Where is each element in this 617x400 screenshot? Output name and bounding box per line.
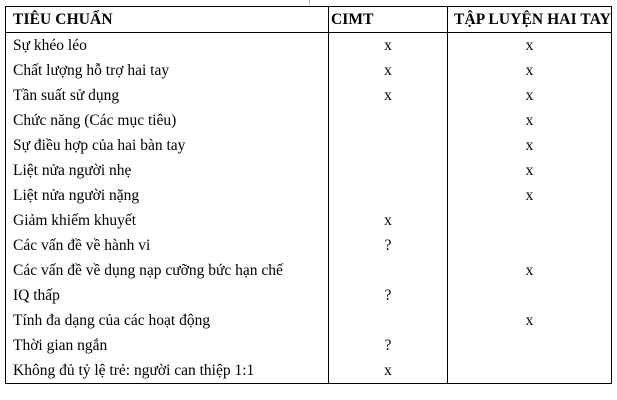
cimt-cell: x [329,33,448,59]
top-margin-marker [309,0,310,5]
bimanual-cell: x [448,258,612,283]
cimt-cell [329,158,448,183]
bimanual-cell: x [448,133,612,158]
bimanual-cell: x [448,183,612,208]
bimanual-cell [448,233,612,258]
cimt-cell: x [329,358,448,384]
header-bimanual: TẬP LUYỆN HAI TAY [448,7,612,33]
criterion-cell: Sự điều hợp của hai bàn tay [6,133,329,158]
table-row [6,183,612,208]
bimanual-cell: x [448,158,612,183]
table-row [6,33,612,59]
table-row [6,258,612,283]
criterion-cell: Tần suất sử dụng [6,83,329,108]
table-row [6,233,612,258]
bimanual-cell: x [448,33,612,59]
cimt-cell [329,108,448,133]
cimt-cell: ? [329,233,448,258]
criterion-cell: Giảm khiếm khuyết [6,208,329,233]
table-row [6,358,612,384]
criterion-cell: Thời gian ngắn [6,333,329,358]
bimanual-cell [448,358,612,384]
table-row [6,208,612,233]
criterion-cell: Liệt nửa người nặng [6,183,329,208]
table-row [6,108,612,133]
criterion-cell: Tính đa dạng của các hoạt động [6,308,329,333]
bimanual-cell: x [448,308,612,333]
cimt-cell: x [329,208,448,233]
table-row [6,308,612,333]
cimt-cell [329,133,448,158]
cimt-cell: x [329,58,448,83]
cimt-cell [329,308,448,333]
header-cimt: CIMT [329,7,448,33]
cimt-cell: ? [329,283,448,308]
criterion-cell: Các vấn đề về hành vi [6,233,329,258]
criterion-cell: Sự khéo léo [6,33,329,59]
comparison-table [5,6,612,384]
table-row [6,158,612,183]
bimanual-cell [448,333,612,358]
criterion-cell: Các vấn đề về dụng nạp cưỡng bức hạn chế [6,258,329,283]
criterion-cell: IQ thấp [6,283,329,308]
cimt-cell [329,258,448,283]
table-row [6,333,612,358]
table-row [6,83,612,108]
bimanual-cell: x [448,108,612,133]
bimanual-cell [448,208,612,233]
bimanual-cell: x [448,83,612,108]
cimt-cell: x [329,83,448,108]
criterion-cell: Liệt nửa người nhẹ [6,158,329,183]
cimt-cell [329,183,448,208]
criterion-cell: Không đủ tỷ lệ trẻ: người can thiệp 1:1 [6,358,329,384]
bimanual-cell: x [448,58,612,83]
criterion-cell: Chức năng (Các mục tiêu) [6,108,329,133]
comparison-table-container [5,6,611,384]
criterion-cell: Chất lượng hỗ trợ hai tay [6,58,329,83]
bimanual-cell [448,283,612,308]
table-row [6,283,612,308]
table-row [6,133,612,158]
header-row [6,7,612,33]
table-row [6,58,612,83]
header-criteria: TIÊU CHUẨN [6,7,329,33]
cimt-cell: ? [329,333,448,358]
